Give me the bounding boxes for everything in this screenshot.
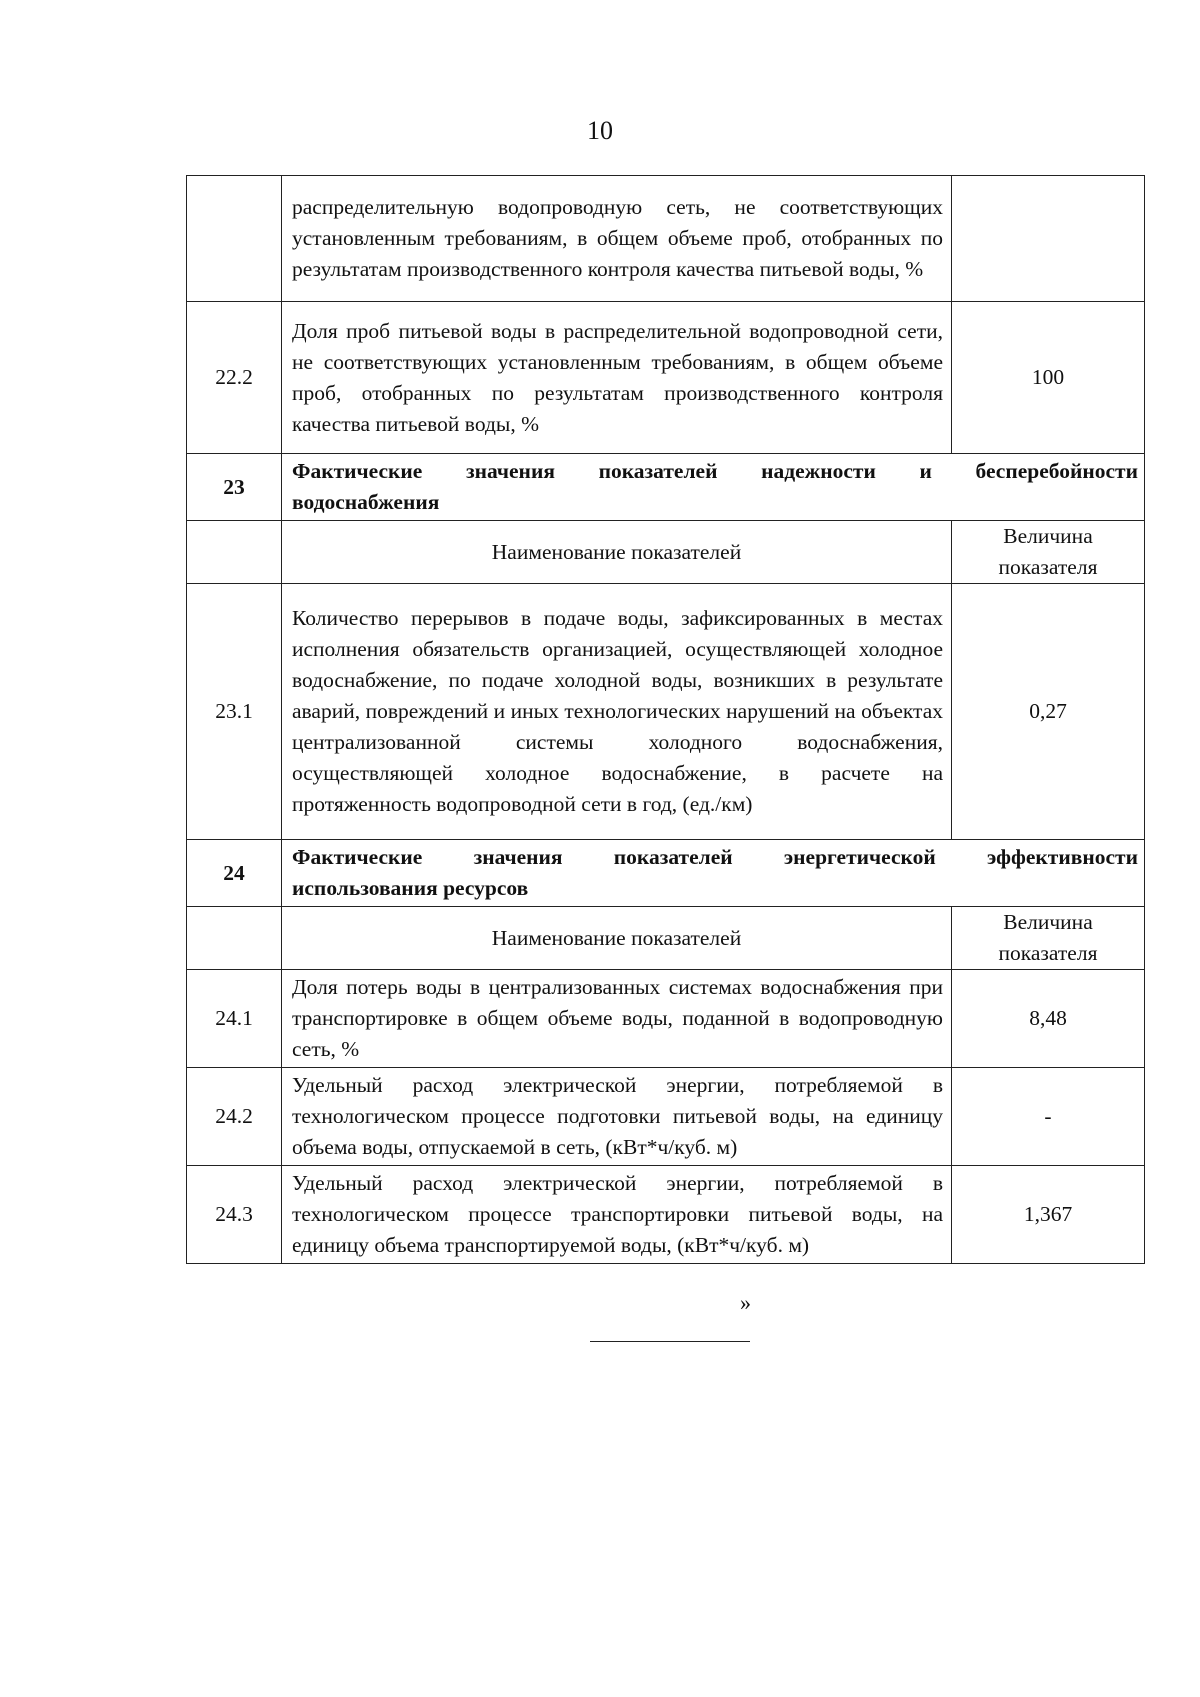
indicator-value: -	[952, 1068, 1145, 1166]
table-row	[187, 302, 1145, 454]
end-divider	[590, 1341, 750, 1342]
header-row	[187, 521, 1145, 584]
table-row	[187, 176, 1145, 302]
indicator-value	[952, 176, 1145, 302]
row-number: 22.2	[187, 302, 282, 454]
section-number: 24	[187, 840, 282, 907]
indicator-value: 100	[952, 302, 1145, 454]
indicator-name: Количество перерывов в подаче воды, зафиксированных в местах исполнения обязательств организацией, осуществляющей холодное водоснабжение, по подаче холодной воды, возникших в результате аварий, повреждений и иных технологических нарушений на объектах централизованной системы холодного водоснабжения, осуществляющей холодное водоснабжение, в расчете на протяженность водопроводной сети в год, (ед./км)	[282, 584, 952, 840]
header-name: Наименование показателей	[282, 907, 952, 970]
indicator-name: Удельный расход электрической энергии, потребляемой в технологическом процессе подготовки питьевой воды, на единицу объема воды, отпускаемой в сеть, (кВт*ч/куб. м)	[282, 1068, 952, 1166]
section-title-line1: Фактические значения показателей надежности и бесперебойности	[292, 459, 1138, 483]
table-row	[187, 970, 1145, 1068]
indicator-name: Доля потерь воды в централизованных системах водоснабжения при транспортировке в общем объеме воды, поданной в водопроводную сеть, %	[282, 970, 952, 1068]
section-row	[187, 454, 1145, 521]
section-title	[282, 454, 1145, 521]
row-number: 24.1	[187, 970, 282, 1068]
table-row	[187, 1166, 1145, 1264]
row-number: 23.1	[187, 584, 282, 840]
row-number: 24.3	[187, 1166, 282, 1264]
section-row	[187, 840, 1145, 907]
indicator-value: 8,48	[952, 970, 1145, 1068]
header-empty-cell	[187, 907, 282, 970]
table-row	[187, 584, 1145, 840]
header-row	[187, 907, 1145, 970]
header-name: Наименование показателей	[282, 521, 952, 584]
indicators-table	[186, 175, 1145, 1264]
table-row	[187, 1068, 1145, 1166]
section-title-line1: Фактические значения показателей энергетической эффективности	[292, 845, 1138, 869]
indicator-value: 0,27	[952, 584, 1145, 840]
row-number: 24.2	[187, 1068, 282, 1166]
indicator-value: 1,367	[952, 1166, 1145, 1264]
header-value: Величина показателя	[952, 907, 1145, 970]
header-value: Величина показателя	[952, 521, 1145, 584]
closing-quote: »	[740, 1290, 751, 1315]
header-empty-cell	[187, 521, 282, 584]
section-number: 23	[187, 454, 282, 521]
section-title-line2: водоснабжения	[292, 490, 440, 514]
row-number	[187, 176, 282, 302]
section-title	[282, 840, 1145, 907]
section-title-line2: использования ресурсов	[292, 876, 529, 900]
indicator-name: распределительную водопроводную сеть, не соответствующих установленным требованиям, в общем объеме проб, отобранных по результатам производственного контроля качества питьевой воды, %	[282, 176, 952, 302]
indicator-name: Доля проб питьевой воды в распределительной водопроводной сети, не соответствующих установленным требованиям, в общем объеме проб, отобранных по результатам производственного контроля качества питьевой воды, %	[282, 302, 952, 454]
indicator-name: Удельный расход электрической энергии, потребляемой в технологическом процессе транспортировки питьевой воды, на единицу объема транспортируемой воды, (кВт*ч/куб. м)	[282, 1166, 952, 1264]
page-number: 10	[587, 116, 613, 145]
